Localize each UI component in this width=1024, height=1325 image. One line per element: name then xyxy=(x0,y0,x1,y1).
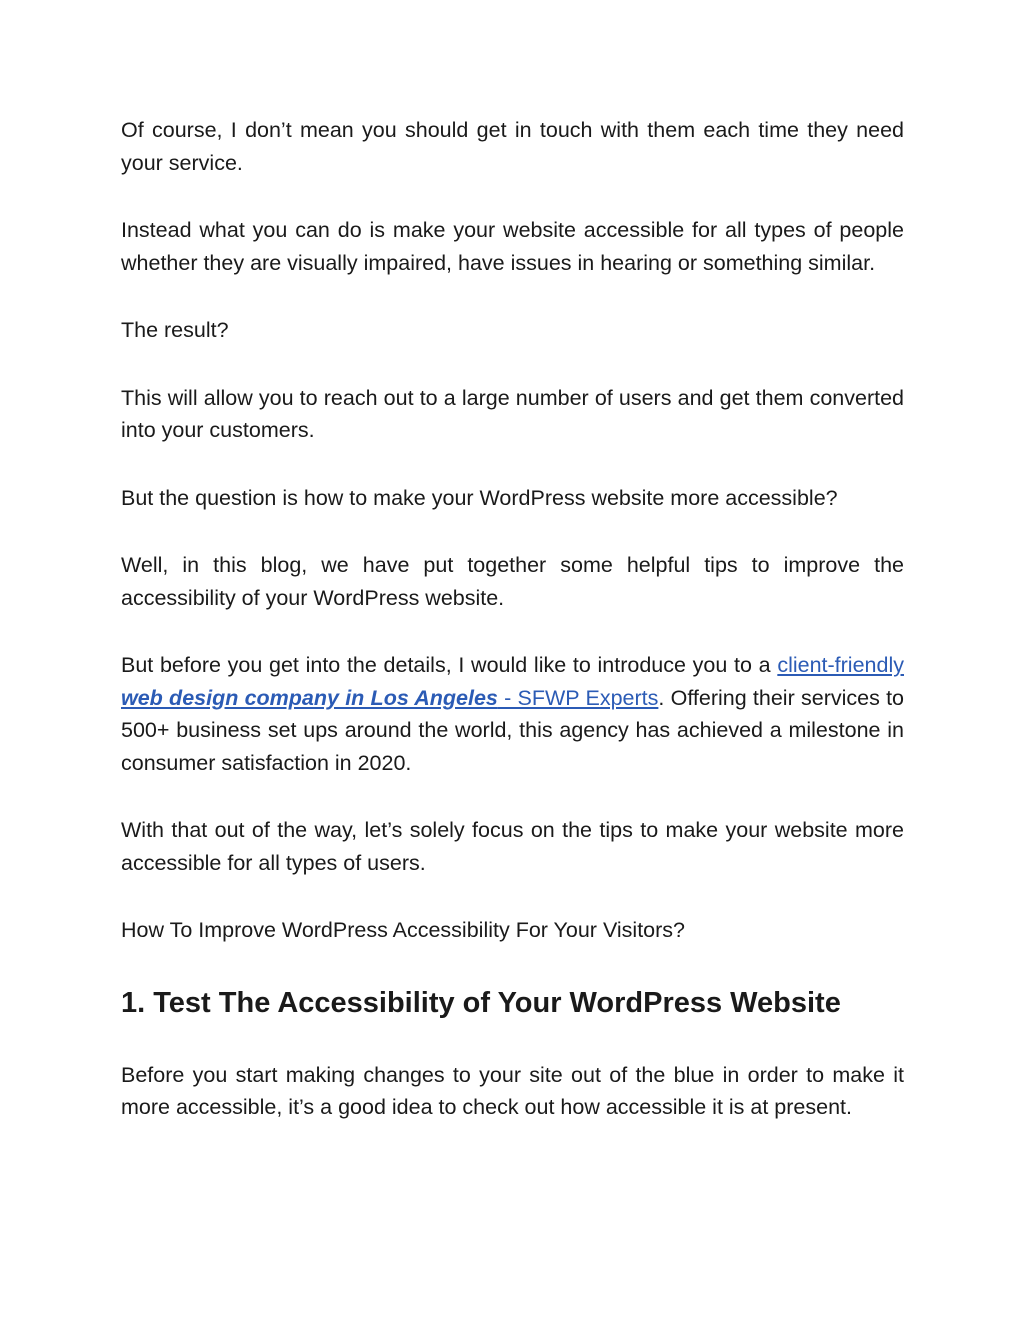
paragraph-focus-tips: With that out of the way, let’s solely focus on the tips to make your website more accessible for all types of users. xyxy=(121,818,904,875)
paragraph-contact: Of course, I don’t mean you should get in touch with them each time they need your service. xyxy=(121,118,904,175)
paragraph-check-accessibility: Before you start making changes to your site out of the blue in order to make it more accessible, it’s a good idea to check out how accessible it is at present. xyxy=(121,1062,904,1119)
paragraph-introduce-agency xyxy=(121,649,904,779)
paragraph-how-question: But the question is how to make your WordPress website more accessible? xyxy=(121,485,838,510)
agency-description: . Offering their services to 500+ business set ups around the world, this agency has achieved a milestone in consumer satisfaction in 2020. xyxy=(121,685,905,775)
document-page xyxy=(121,114,904,1124)
agency-link-tail: - SFWP Experts xyxy=(497,685,659,710)
paragraph-reach-users: This will allow you to reach out to a large number of users and get them converted into your customers. xyxy=(121,385,904,442)
paragraph-improve-question: How To Improve WordPress Accessibility For Your Visitors? xyxy=(121,918,685,942)
intro-text: But before you get into the details, I would like to introduce you to a xyxy=(121,653,778,677)
agency-link-bold: web design company in Los Angeles xyxy=(121,685,498,710)
paragraph-blog-tips: Well, in this blog, we have put together some helpful tips to improve the accessibility of your WordPress website. xyxy=(121,553,904,610)
paragraph-result-question: The result? xyxy=(121,318,229,342)
section-heading: 1. Test The Accessibility of Your WordPress Website xyxy=(121,986,841,1019)
paragraph-accessible-website: Instead what you can do is make your website accessible for all types of people whether they are visually impaired, have issues in hearing or something similar. xyxy=(121,218,904,275)
agency-link-plain: client-friendly xyxy=(777,653,904,677)
